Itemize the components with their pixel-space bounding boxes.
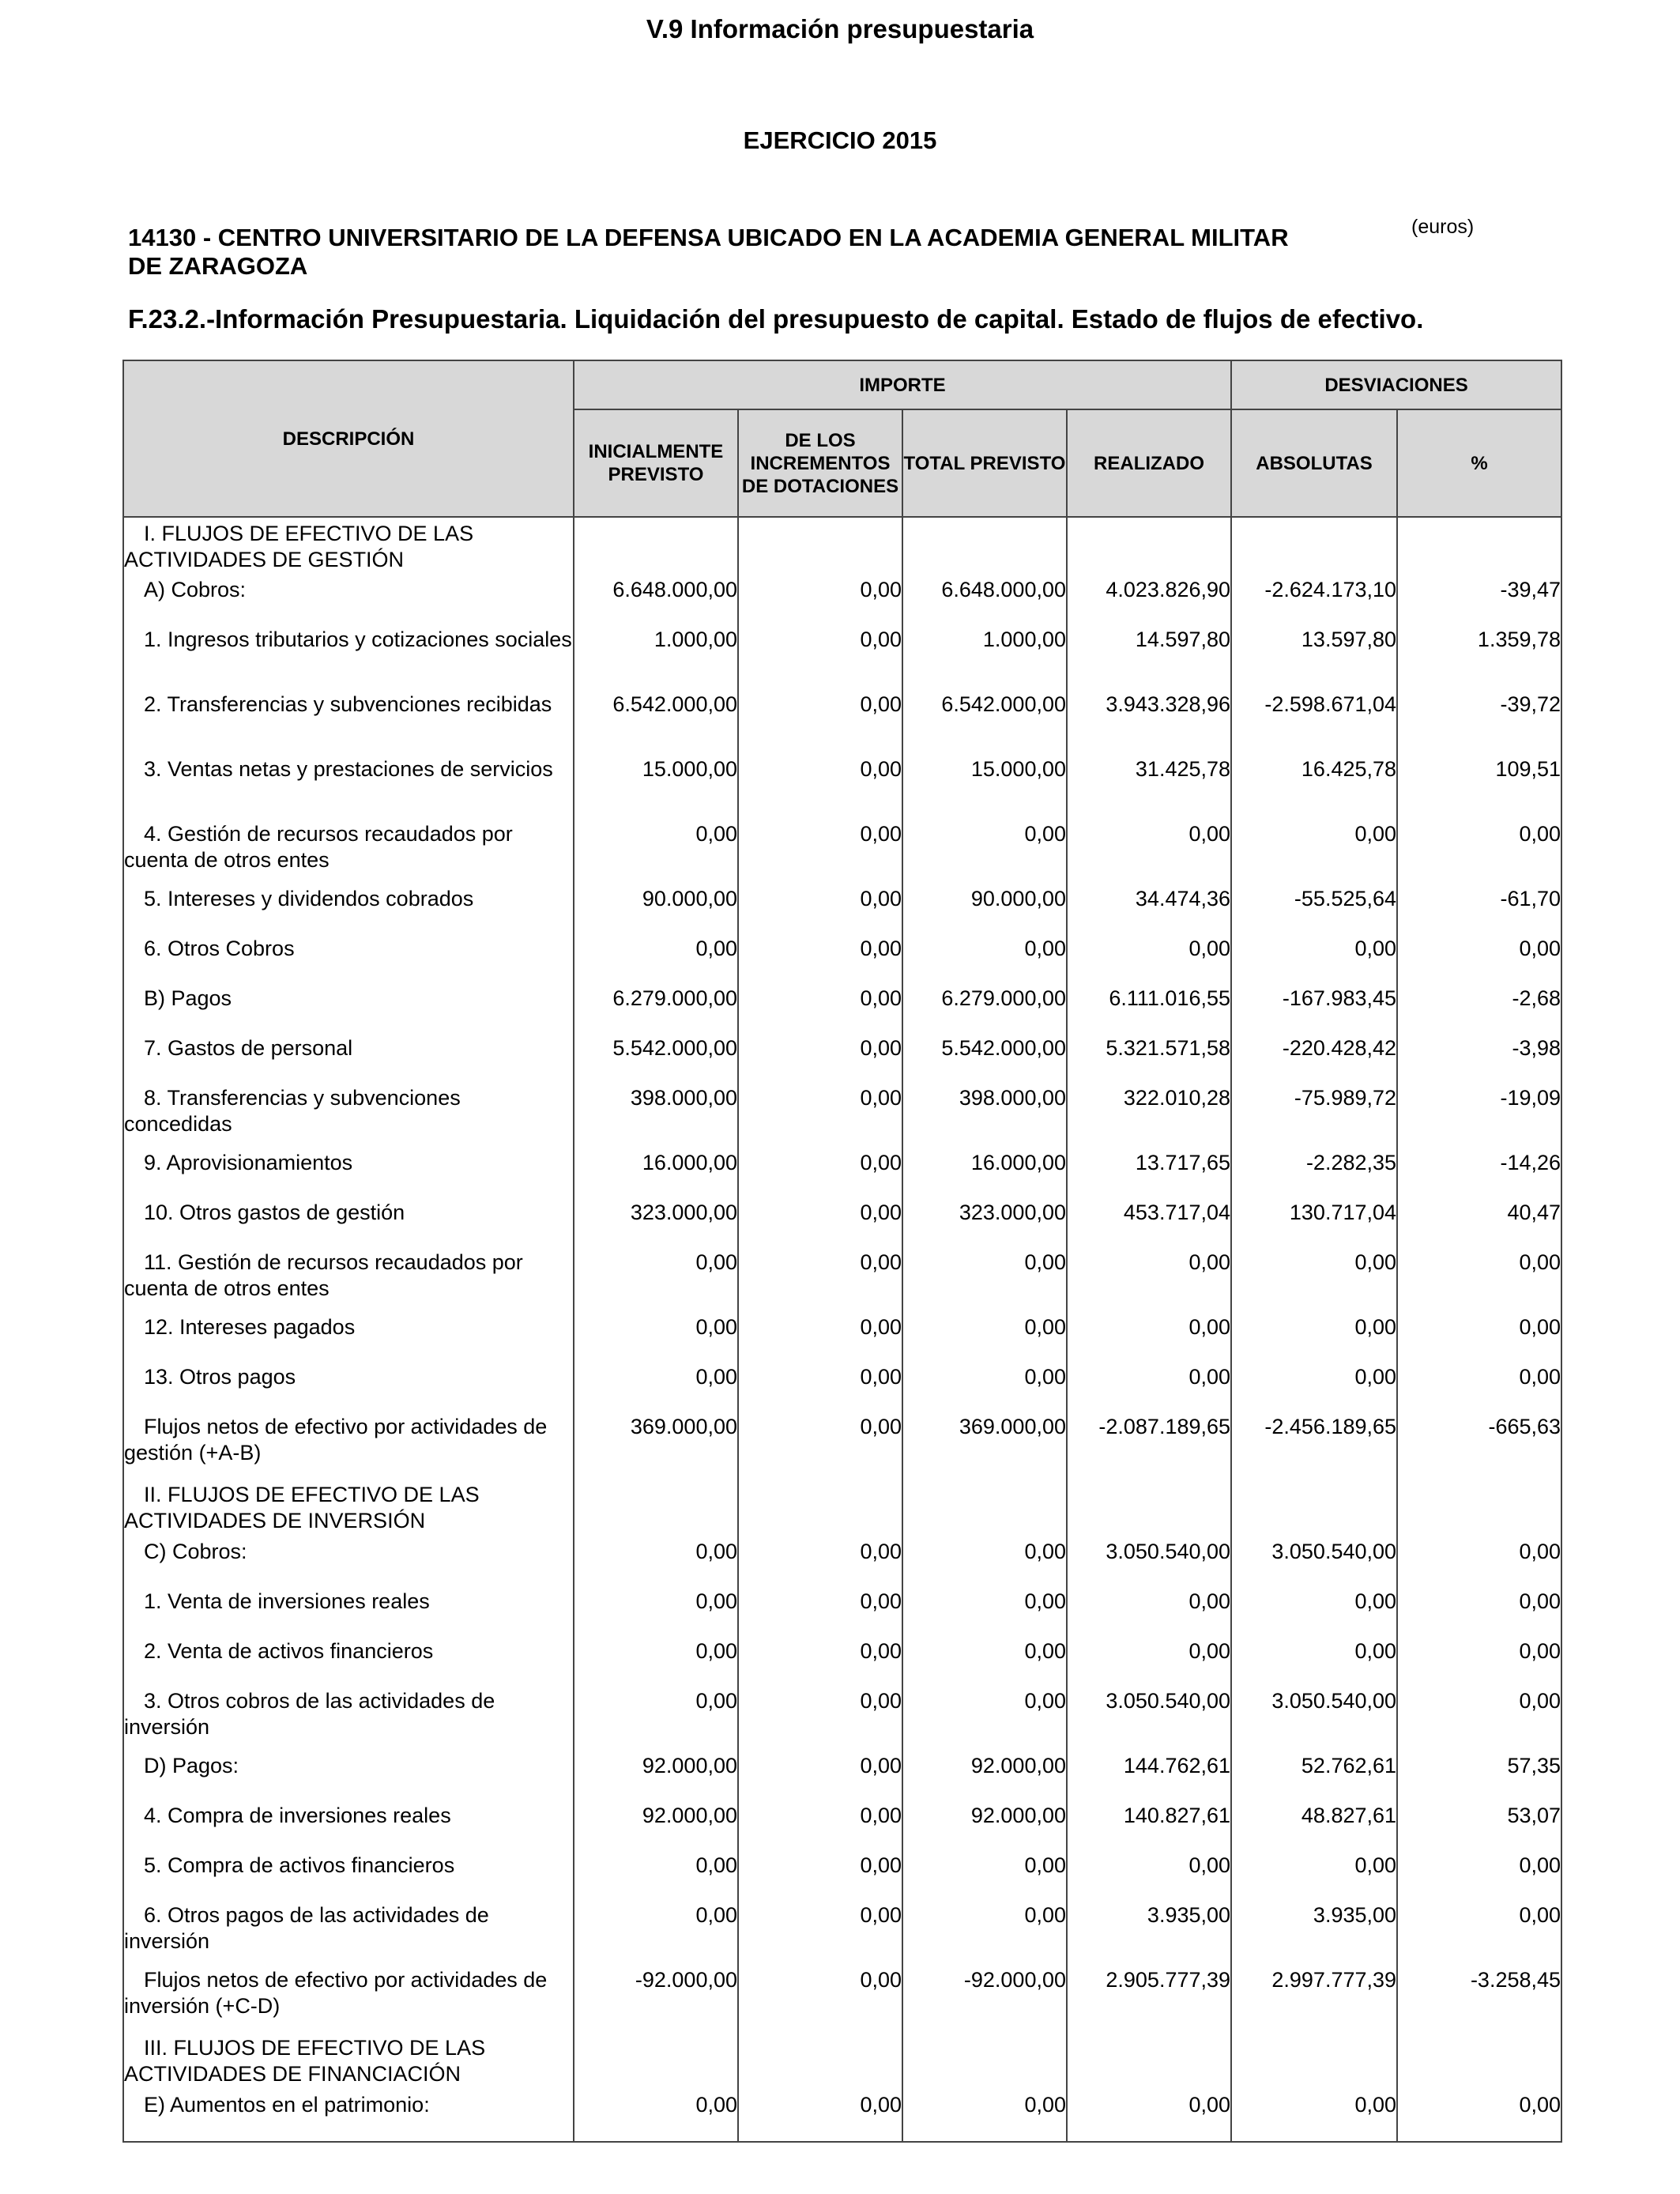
row-description <box>123 1479 574 1539</box>
value-cell: 0,00 <box>1067 1638 1231 1688</box>
table-body <box>123 517 1561 2142</box>
value-cell: 0,00 <box>738 1853 902 1902</box>
value-cell: 323.000,00 <box>902 1200 1067 1250</box>
value-cell: 0,00 <box>902 1250 1067 1314</box>
row-label: 8. Transferencias y subvenciones concedidas <box>124 1086 461 1136</box>
value-cell: -167.983,45 <box>1231 986 1397 1035</box>
value-cell: 140.827,61 <box>1067 1803 1231 1853</box>
value-cell: 0,00 <box>738 1539 902 1589</box>
row-description <box>123 1539 574 1589</box>
table-row <box>123 821 1561 886</box>
value-cell: 0,00 <box>738 936 902 986</box>
row-label: 9. Aprovisionamientos <box>144 1151 353 1174</box>
value-cell: 5.321.571,58 <box>1067 1035 1231 1085</box>
empty-cell <box>1231 1479 1397 1539</box>
value-cell: 0,00 <box>574 1364 738 1414</box>
empty-cell <box>1397 2032 1561 2092</box>
value-cell: 323.000,00 <box>574 1200 738 1250</box>
value-cell: -39,72 <box>1397 692 1561 756</box>
row-description <box>123 1035 574 1085</box>
row-description <box>123 1085 574 1150</box>
value-cell: 322.010,28 <box>1067 1085 1231 1150</box>
table-row <box>123 1967 1561 2032</box>
value-cell: 0,00 <box>1397 1853 1561 1902</box>
value-cell: 0,00 <box>574 1250 738 1314</box>
table-row <box>123 1853 1561 1902</box>
value-cell: 92.000,00 <box>902 1753 1067 1803</box>
value-cell: 0,00 <box>738 1902 902 1967</box>
value-cell: 0,00 <box>1231 2092 1397 2142</box>
value-cell: 0,00 <box>1397 1364 1561 1414</box>
value-cell: 3.935,00 <box>1231 1902 1397 1967</box>
page-header: V.9 Información presupuestaria <box>646 14 1034 43</box>
value-cell: 3.935,00 <box>1067 1902 1231 1967</box>
table-row <box>123 1688 1561 1753</box>
row-label: A) Cobros: <box>144 578 247 601</box>
value-cell: 0,00 <box>1067 1589 1231 1638</box>
value-cell: 0,00 <box>738 577 902 627</box>
table-row <box>123 1414 1561 1479</box>
value-cell: 31.425,78 <box>1067 756 1231 821</box>
value-cell: 0,00 <box>574 1314 738 1364</box>
empty-cell <box>902 517 1067 577</box>
row-label: D) Pagos: <box>144 1754 239 1777</box>
value-cell: 0,00 <box>738 1638 902 1688</box>
row-description <box>123 756 574 821</box>
row-label: 6. Otros pagos de las actividades de inversión <box>124 1903 489 1953</box>
row-label: 5. Compra de activos financieros <box>144 1853 455 1877</box>
value-cell: 0,00 <box>738 1688 902 1753</box>
value-cell: 6.648.000,00 <box>902 577 1067 627</box>
col-total-previsto: TOTAL PREVISTO <box>902 409 1067 517</box>
value-cell: -75.989,72 <box>1231 1085 1397 1150</box>
value-cell: 16.425,78 <box>1231 756 1397 821</box>
value-cell: 130.717,04 <box>1231 1200 1397 1250</box>
value-cell: 0,00 <box>574 1853 738 1902</box>
value-cell: 0,00 <box>1067 1250 1231 1314</box>
value-cell: -14,26 <box>1397 1150 1561 1200</box>
value-cell: 0,00 <box>574 1638 738 1688</box>
value-cell: 40,47 <box>1397 1200 1561 1250</box>
value-cell: 57,35 <box>1397 1753 1561 1803</box>
value-cell: 0,00 <box>574 1589 738 1638</box>
row-description <box>123 1753 574 1803</box>
value-cell: 0,00 <box>902 1364 1067 1414</box>
table-row <box>123 1539 1561 1589</box>
row-description <box>123 1902 574 1967</box>
table-row <box>123 1250 1561 1314</box>
empty-cell <box>1231 2032 1397 2092</box>
empty-cell <box>738 2032 902 2092</box>
value-cell: 0,00 <box>738 1364 902 1414</box>
row-label: 6. Otros Cobros <box>144 937 295 960</box>
empty-cell <box>1067 1479 1231 1539</box>
row-description <box>123 1250 574 1314</box>
value-cell: 6.542.000,00 <box>574 692 738 756</box>
row-description <box>123 627 574 692</box>
row-description <box>123 1364 574 1414</box>
value-cell: 3.943.328,96 <box>1067 692 1231 756</box>
row-description <box>123 1200 574 1250</box>
row-label: 1. Venta de inversiones reales <box>144 1589 430 1613</box>
row-label: 4. Gestión de recursos recaudados por cuenta de otros entes <box>124 822 513 872</box>
row-description <box>123 886 574 936</box>
col-description: DESCRIPCIÓN <box>123 360 574 517</box>
col-group-importe: IMPORTE <box>574 360 1231 409</box>
section-row <box>123 1479 1561 1539</box>
row-description <box>123 1638 574 1688</box>
row-description <box>123 1853 574 1902</box>
value-cell: 34.474,36 <box>1067 886 1231 936</box>
empty-cell <box>574 1479 738 1539</box>
value-cell: 0,00 <box>738 986 902 1035</box>
value-cell: 6.542.000,00 <box>902 692 1067 756</box>
table-row <box>123 577 1561 627</box>
exercise-year: EJERCICIO 2015 <box>743 126 937 154</box>
value-cell: 0,00 <box>738 1150 902 1200</box>
value-cell: -61,70 <box>1397 886 1561 936</box>
value-cell: 53,07 <box>1397 1803 1561 1853</box>
form-title: F.23.2.-Información Presupuestaria. Liquidación del presupuesto de capital. Estado de flujos de efectivo. <box>128 304 1424 334</box>
value-cell: 90.000,00 <box>902 886 1067 936</box>
value-cell: -2.087.189,65 <box>1067 1414 1231 1479</box>
value-cell: 0,00 <box>574 1539 738 1589</box>
row-description <box>123 577 574 627</box>
row-label: 2. Transferencias y subvenciones recibidas <box>144 692 552 716</box>
value-cell: -2.598.671,04 <box>1231 692 1397 756</box>
col-inicialmente-previsto: INICIALMENTE PREVISTO <box>574 409 738 517</box>
value-cell: 0,00 <box>738 1085 902 1150</box>
row-description <box>123 1803 574 1853</box>
table-row <box>123 1364 1561 1414</box>
row-description <box>123 936 574 986</box>
value-cell: 0,00 <box>902 2092 1067 2142</box>
value-cell: 0,00 <box>902 821 1067 886</box>
value-cell: 15.000,00 <box>902 756 1067 821</box>
value-cell: 109,51 <box>1397 756 1561 821</box>
value-cell: 92.000,00 <box>574 1753 738 1803</box>
value-cell: 0,00 <box>1067 821 1231 886</box>
row-description <box>123 1414 574 1479</box>
value-cell: 13.717,65 <box>1067 1150 1231 1200</box>
value-cell: 0,00 <box>1231 1250 1397 1314</box>
value-cell: 0,00 <box>738 756 902 821</box>
value-cell: 0,00 <box>902 1688 1067 1753</box>
value-cell: -3,98 <box>1397 1035 1561 1085</box>
value-cell: -92.000,00 <box>902 1967 1067 2032</box>
value-cell: 398.000,00 <box>902 1085 1067 1150</box>
col-absolutas: ABSOLUTAS <box>1231 409 1397 517</box>
value-cell: 2.997.777,39 <box>1231 1967 1397 2032</box>
value-cell: 0,00 <box>1397 1250 1561 1314</box>
value-cell: 6.279.000,00 <box>574 986 738 1035</box>
value-cell: 144.762,61 <box>1067 1753 1231 1803</box>
row-description <box>123 1688 574 1753</box>
value-cell: 0,00 <box>574 1688 738 1753</box>
table-row <box>123 1150 1561 1200</box>
value-cell: 0,00 <box>1231 821 1397 886</box>
value-cell: 0,00 <box>574 1902 738 1967</box>
value-cell: 369.000,00 <box>574 1414 738 1479</box>
row-description <box>123 1314 574 1364</box>
table-row <box>123 627 1561 692</box>
value-cell: 0,00 <box>1067 936 1231 986</box>
value-cell: 0,00 <box>738 1967 902 2032</box>
units-label: (euros) <box>1411 216 1475 238</box>
value-cell: -2.282,35 <box>1231 1150 1397 1200</box>
empty-cell <box>1067 517 1231 577</box>
row-description <box>123 692 574 756</box>
table-row <box>123 1200 1561 1250</box>
value-cell: 6.279.000,00 <box>902 986 1067 1035</box>
value-cell: 15.000,00 <box>574 756 738 821</box>
value-cell: 0,00 <box>902 1853 1067 1902</box>
value-cell: 0,00 <box>1231 936 1397 986</box>
value-cell: 0,00 <box>1231 1853 1397 1902</box>
value-cell: 14.597,80 <box>1067 627 1231 692</box>
value-cell: 0,00 <box>738 1803 902 1853</box>
row-label: II. FLUJOS DE EFECTIVO DE LAS ACTIVIDADES DE INVERSIÓN <box>124 1483 480 1532</box>
value-cell: 0,00 <box>1397 1589 1561 1638</box>
row-description <box>123 1967 574 2032</box>
value-cell: -2,68 <box>1397 986 1561 1035</box>
value-cell: 5.542.000,00 <box>574 1035 738 1085</box>
row-label: 4. Compra de inversiones reales <box>144 1804 451 1827</box>
col-realizado: REALIZADO <box>1067 409 1231 517</box>
table-row <box>123 936 1561 986</box>
value-cell: 5.542.000,00 <box>902 1035 1067 1085</box>
row-description <box>123 517 574 577</box>
table-row <box>123 1314 1561 1364</box>
empty-cell <box>574 517 738 577</box>
value-cell: 0,00 <box>738 2092 902 2142</box>
table-row <box>123 1589 1561 1638</box>
table-row <box>123 1753 1561 1803</box>
empty-cell <box>738 517 902 577</box>
row-description <box>123 1150 574 1200</box>
row-label: Flujos netos de efectivo por actividades de inversión (+C-D) <box>124 1968 548 2018</box>
empty-cell <box>738 1479 902 1539</box>
value-cell: 0,00 <box>738 1753 902 1803</box>
value-cell: 0,00 <box>1397 1902 1561 1967</box>
row-label: 13. Otros pagos <box>144 1365 296 1389</box>
value-cell: 0,00 <box>1397 936 1561 986</box>
row-description <box>123 2032 574 2092</box>
value-cell: 0,00 <box>902 1314 1067 1364</box>
row-description <box>123 986 574 1035</box>
row-label: 1. Ingresos tributarios y cotizaciones sociales <box>144 628 572 651</box>
value-cell: 453.717,04 <box>1067 1200 1231 1250</box>
value-cell: 0,00 <box>902 1902 1067 1967</box>
value-cell: 0,00 <box>1231 1314 1397 1364</box>
value-cell: 0,00 <box>1397 1688 1561 1753</box>
value-cell: 0,00 <box>902 1539 1067 1589</box>
value-cell: -19,09 <box>1397 1085 1561 1150</box>
row-label: 10. Otros gastos de gestión <box>144 1201 405 1224</box>
value-cell: 6.648.000,00 <box>574 577 738 627</box>
row-label: 12. Intereses pagados <box>144 1315 356 1339</box>
value-cell: 0,00 <box>738 1314 902 1364</box>
row-label: B) Pagos <box>144 986 232 1010</box>
value-cell: 90.000,00 <box>574 886 738 936</box>
value-cell: 16.000,00 <box>902 1150 1067 1200</box>
value-cell: 0,00 <box>738 692 902 756</box>
table-row <box>123 1803 1561 1853</box>
value-cell: 0,00 <box>1397 1539 1561 1589</box>
value-cell: 16.000,00 <box>574 1150 738 1200</box>
section-row <box>123 2032 1561 2092</box>
value-cell: 0,00 <box>1067 1364 1231 1414</box>
value-cell: 0,00 <box>1067 2092 1231 2142</box>
row-label: I. FLUJOS DE EFECTIVO DE LAS ACTIVIDADES DE GESTIÓN <box>124 522 474 571</box>
value-cell: 0,00 <box>1397 1314 1561 1364</box>
value-cell: 0,00 <box>738 821 902 886</box>
value-cell: 0,00 <box>1397 1638 1561 1688</box>
value-cell: 13.597,80 <box>1231 627 1397 692</box>
value-cell: 0,00 <box>738 1250 902 1314</box>
row-label: 7. Gastos de personal <box>144 1036 353 1060</box>
table-row <box>123 886 1561 936</box>
row-label: Flujos netos de efectivo por actividades de gestión (+A-B) <box>124 1415 548 1465</box>
row-label: 3. Ventas netas y prestaciones de servicios <box>144 757 553 781</box>
value-cell: 0,00 <box>1231 1364 1397 1414</box>
value-cell: 369.000,00 <box>902 1414 1067 1479</box>
empty-cell <box>902 1479 1067 1539</box>
table-row <box>123 692 1561 756</box>
value-cell: 0,00 <box>1397 2092 1561 2142</box>
value-cell: 2.905.777,39 <box>1067 1967 1231 2032</box>
value-cell: 0,00 <box>1231 1638 1397 1688</box>
value-cell: -55.525,64 <box>1231 886 1397 936</box>
value-cell: 3.050.540,00 <box>1067 1688 1231 1753</box>
value-cell: 0,00 <box>738 1589 902 1638</box>
row-label: 2. Venta de activos financieros <box>144 1639 434 1663</box>
value-cell: 3.050.540,00 <box>1067 1539 1231 1589</box>
value-cell: 398.000,00 <box>574 1085 738 1150</box>
value-cell: 0,00 <box>574 936 738 986</box>
section-row <box>123 517 1561 577</box>
value-cell: 0,00 <box>738 1200 902 1250</box>
row-label: III. FLUJOS DE EFECTIVO DE LAS ACTIVIDADES DE FINANCIACIÓN <box>124 2036 486 2086</box>
entity-name: 14130 - CENTRO UNIVERSITARIO DE LA DEFENSA UBICADO EN LA ACADEMIA GENERAL MILITAR DE ZARAGOZA <box>128 224 1289 280</box>
value-cell: 0,00 <box>902 936 1067 986</box>
cash-flow-table <box>122 360 1562 2143</box>
table-row <box>123 1638 1561 1688</box>
value-cell: -92.000,00 <box>574 1967 738 2032</box>
value-cell: -39,47 <box>1397 577 1561 627</box>
row-label: 3. Otros cobros de las actividades de inversión <box>124 1689 495 1739</box>
value-cell: 92.000,00 <box>574 1803 738 1853</box>
value-cell: -2.456.189,65 <box>1231 1414 1397 1479</box>
row-label: E) Aumentos en el patrimonio: <box>144 2093 430 2117</box>
value-cell: 0,00 <box>738 627 902 692</box>
value-cell: 0,00 <box>1231 1589 1397 1638</box>
value-cell: 92.000,00 <box>902 1803 1067 1853</box>
value-cell: -220.428,42 <box>1231 1035 1397 1085</box>
value-cell: 4.023.826,90 <box>1067 577 1231 627</box>
value-cell: -665,63 <box>1397 1414 1561 1479</box>
value-cell: 1.000,00 <box>574 627 738 692</box>
value-cell: 0,00 <box>574 2092 738 2142</box>
empty-cell <box>902 2032 1067 2092</box>
value-cell: 0,00 <box>1397 821 1561 886</box>
table-row <box>123 986 1561 1035</box>
value-cell: 3.050.540,00 <box>1231 1539 1397 1589</box>
value-cell: 0,00 <box>738 1035 902 1085</box>
row-label: C) Cobros: <box>144 1540 247 1563</box>
value-cell: 6.111.016,55 <box>1067 986 1231 1035</box>
value-cell: 0,00 <box>574 821 738 886</box>
value-cell: 3.050.540,00 <box>1231 1688 1397 1753</box>
table-row <box>123 756 1561 821</box>
empty-cell <box>1397 1479 1561 1539</box>
value-cell: -3.258,45 <box>1397 1967 1561 2032</box>
empty-cell <box>574 2032 738 2092</box>
table-row <box>123 1035 1561 1085</box>
value-cell: -2.624.173,10 <box>1231 577 1397 627</box>
value-cell: 0,00 <box>738 1414 902 1479</box>
row-label: 5. Intereses y dividendos cobrados <box>144 887 474 910</box>
value-cell: 0,00 <box>902 1638 1067 1688</box>
row-description <box>123 2092 574 2142</box>
value-cell: 0,00 <box>1067 1853 1231 1902</box>
table-row <box>123 2092 1561 2142</box>
value-cell: 48.827,61 <box>1231 1803 1397 1853</box>
empty-cell <box>1397 517 1561 577</box>
table-row <box>123 1902 1561 1967</box>
table-row <box>123 1085 1561 1150</box>
empty-cell <box>1231 517 1397 577</box>
value-cell: 1.359,78 <box>1397 627 1561 692</box>
value-cell: 52.762,61 <box>1231 1753 1397 1803</box>
col-group-desviaciones: DESVIACIONES <box>1231 360 1561 409</box>
value-cell: 0,00 <box>738 886 902 936</box>
value-cell: 1.000,00 <box>902 627 1067 692</box>
row-label: 11. Gestión de recursos recaudados por cuenta de otros entes <box>124 1250 523 1300</box>
col-pct: % <box>1397 409 1561 517</box>
value-cell: 0,00 <box>1067 1314 1231 1364</box>
row-description <box>123 821 574 886</box>
value-cell: 0,00 <box>902 1589 1067 1638</box>
empty-cell <box>1067 2032 1231 2092</box>
row-description <box>123 1589 574 1638</box>
col-incrementos: DE LOS INCREMENTOS DE DOTACIONES <box>738 409 902 517</box>
